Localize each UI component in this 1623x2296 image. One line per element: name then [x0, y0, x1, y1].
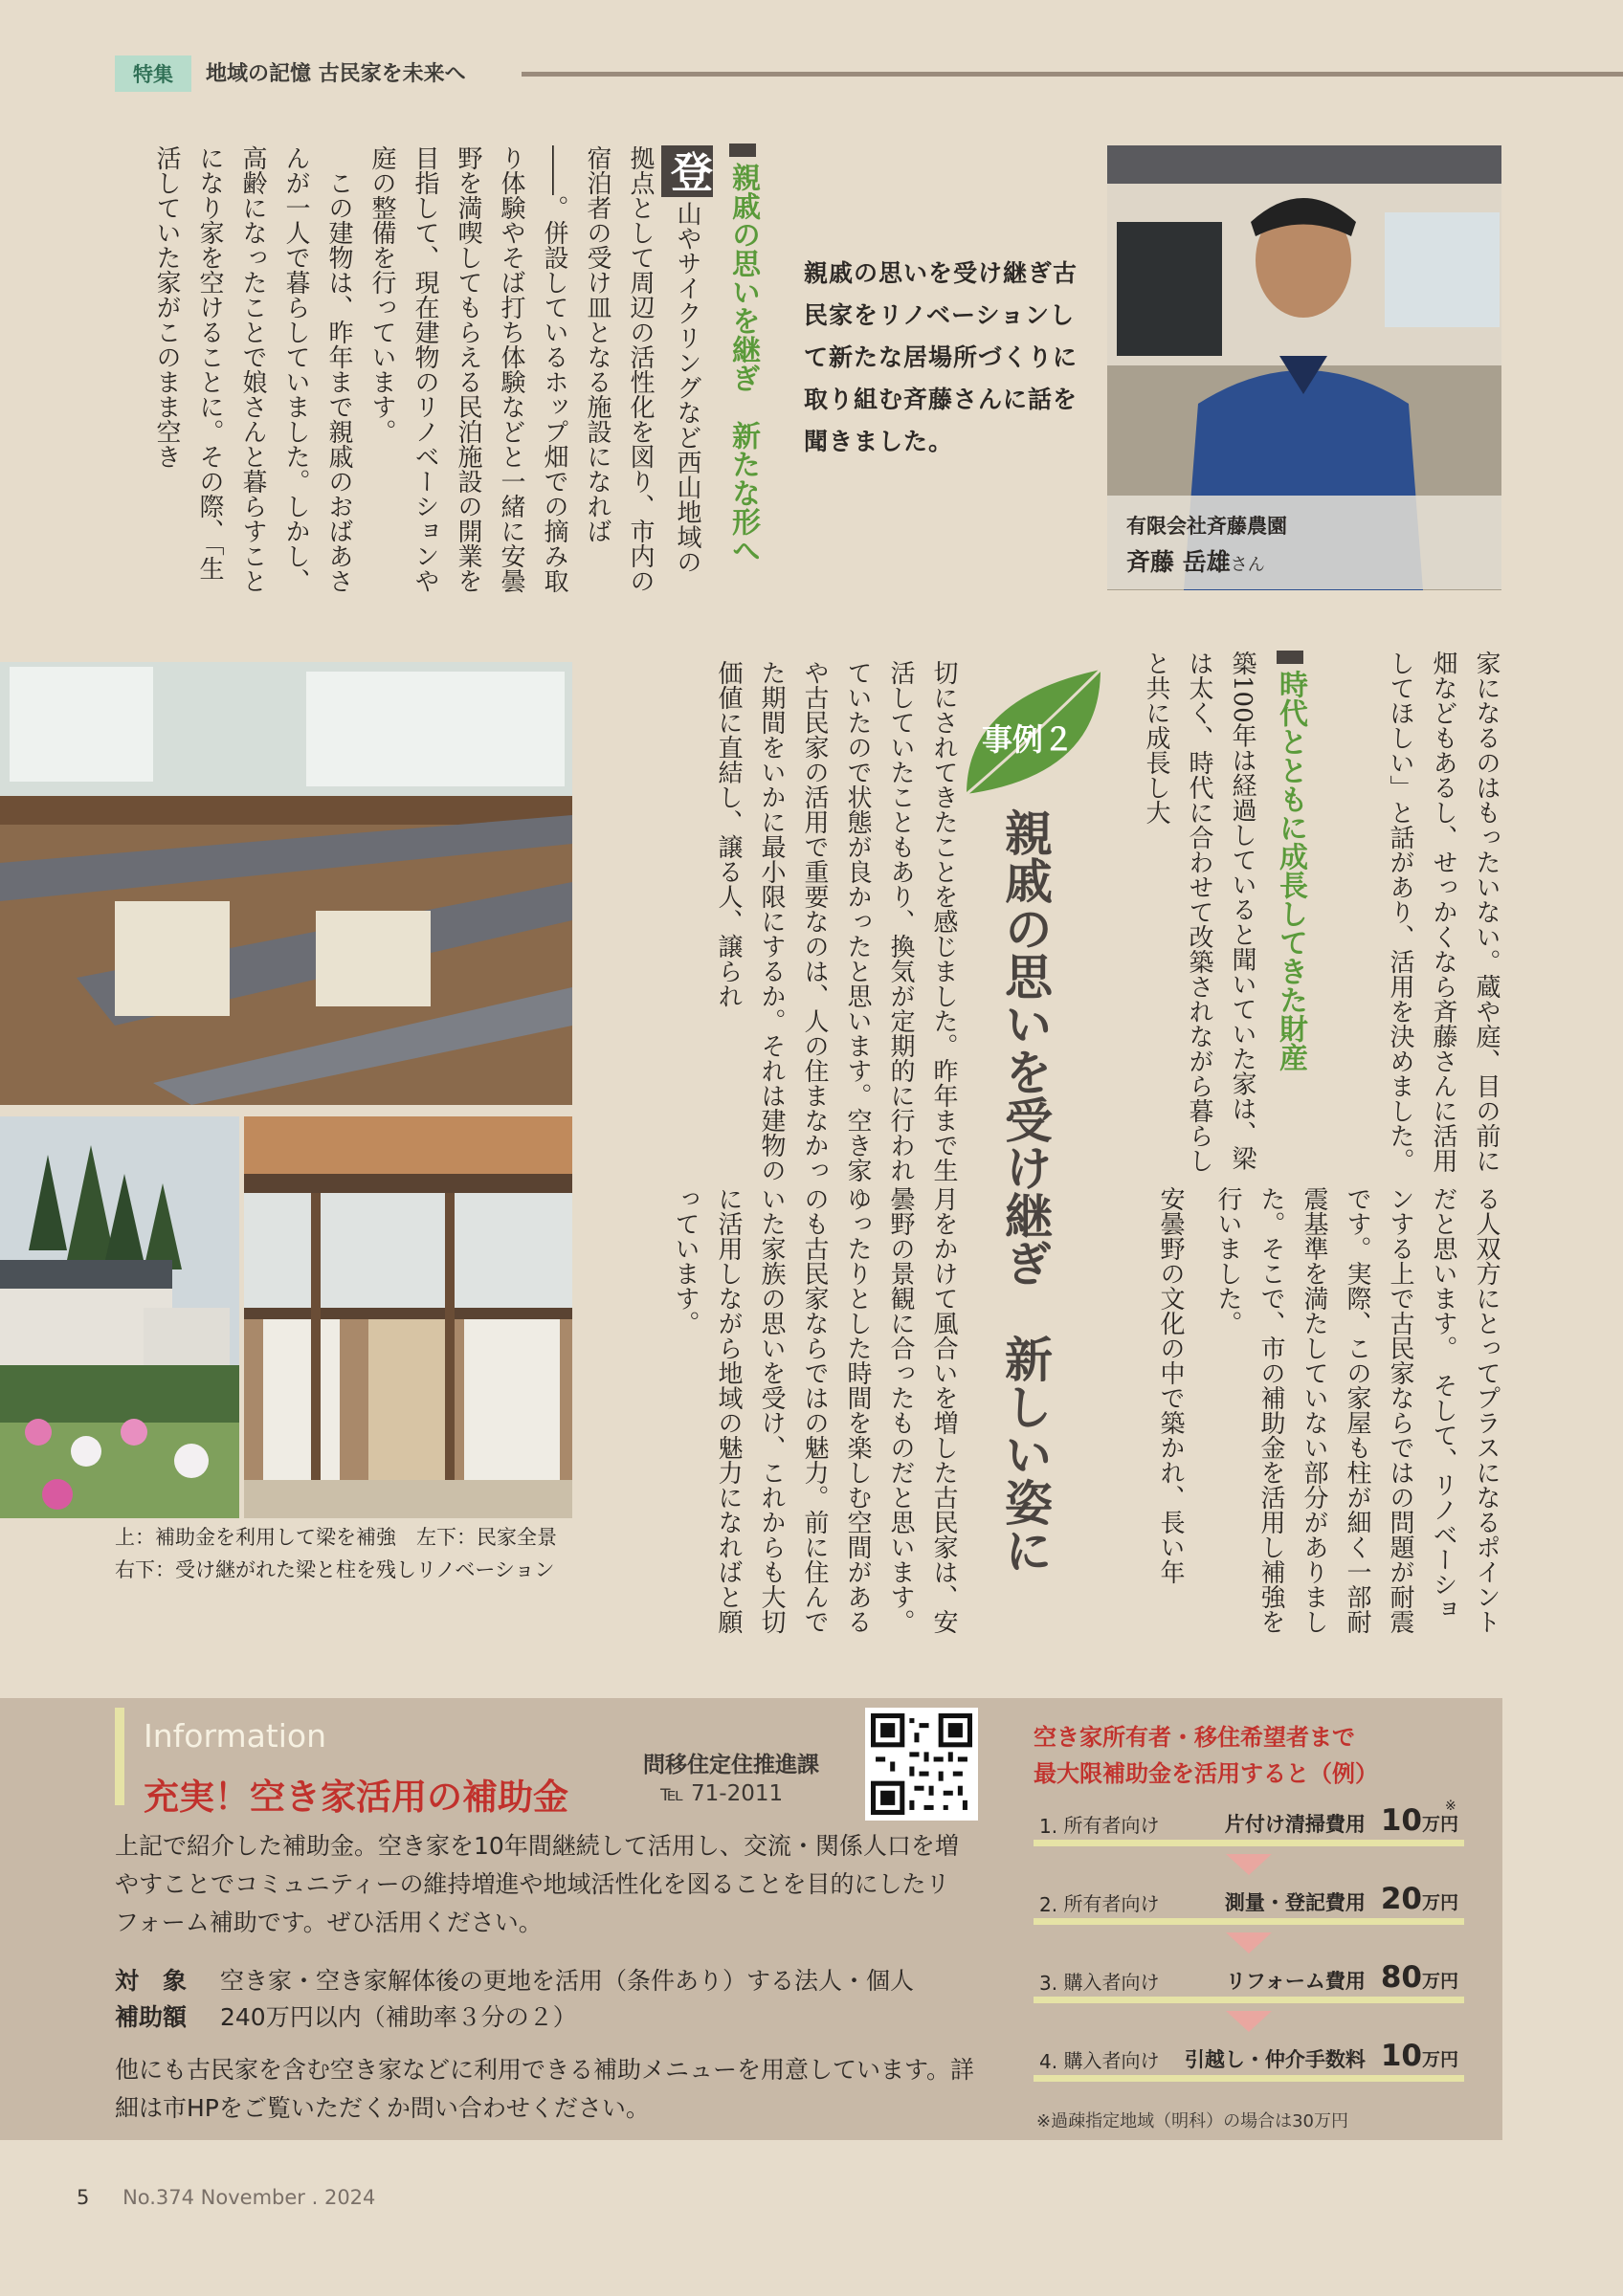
item-amount-value: 80: [1380, 1960, 1422, 1995]
item-amount: [1381, 1882, 1458, 1916]
item-num: 3.: [1039, 1972, 1058, 1995]
photo-caption: 上：補助金を利用して梁を補強 左下：民家全景 右下：受け継がれた梁と柱を残しリノベーション: [115, 1526, 577, 1581]
person-honorific: さん: [1230, 555, 1265, 575]
info-tel: ℡ 71-2011: [660, 1781, 784, 1806]
info-title: 充実！空き家活用の補助金: [144, 1777, 568, 1818]
header-rule: [522, 72, 1623, 77]
page-footer: [77, 2186, 375, 2209]
item-what: 引越し・仲介手数料: [1184, 2048, 1366, 2071]
list-item: [1034, 1961, 1464, 2003]
case-label: 事例２: [982, 721, 1075, 758]
section2-colB-top: 切にされてきたことを感じました。昨年まで生活していたこともあり、換気が定期的に行われていたので状態が良かったと思います。空き家や古民家の活用で重要なのは、人の住まなかった期間をいかに最小限にするか。それは建物の価値に直結し、譲る人、譲られ: [714, 660, 958, 1182]
item-num: 4.: [1039, 2050, 1058, 2073]
person-name: 斉藤 岳雄: [1126, 548, 1231, 576]
info-row-amount: [115, 1999, 914, 2036]
info-accent-bar: [115, 1708, 124, 1805]
item-amount-unit: 万円: [1421, 1892, 1458, 1913]
subsidy-footnote: ※過疎指定地域（明科）の場合は30万円: [1036, 2111, 1348, 2131]
target-value: 空き家・空き家解体後の更地を活用（条件あり）する法人・個人: [220, 1967, 915, 1995]
target-key: 対 象: [115, 1967, 188, 1995]
interior-photo: [244, 1116, 572, 1518]
person-caption: [1107, 496, 1501, 589]
list-item: [1034, 2040, 1464, 2082]
amount-value: 240万円以内（補助率３分の２）: [220, 2003, 577, 2031]
heading-mark: [729, 144, 756, 157]
info-description: 上記で紹介した補助金。空き家を10年間継続して活用し、交流・関係人口を増やすことでコミュニティーの維持増進や地域活性化を図ることを目的にしたリフォーム補助です。ぜひ活用ください。: [115, 1832, 959, 1936]
item-amount: [1381, 2039, 1458, 2073]
section1-heading: [723, 144, 763, 612]
item-amount: [1381, 1960, 1458, 1995]
info-row-target: [115, 1963, 914, 1999]
beam-photo: [0, 662, 572, 1105]
item-who: 購入者向け: [1063, 1971, 1160, 1994]
qr-code-icon[interactable]: [865, 1708, 978, 1821]
subsidy-heading: [1034, 1719, 1378, 1792]
section2-heading-text: 時代とともに成長してきた財産: [1274, 670, 1307, 1071]
item-num: 2.: [1039, 1893, 1058, 1916]
subsidy-list: [1034, 1804, 1464, 2082]
arrow-down-icon: [1226, 2011, 1272, 2032]
page-number: 5: [77, 2186, 90, 2209]
section2-colB-bottom: 月をかけて風合いを増した古民家は、安曇野の景観に合ったものだと思います。ゆったりとした時間を楽しむ空間があるのも古民家ならではの魅力。前に住んでいた家族の思いを受け、これからも大切に活用しながら地域の魅力になればと願っています。: [671, 1186, 958, 1634]
item-amount-unit: 万円: [1421, 2049, 1458, 2070]
subsidy-heading-line1: 空き家所有者・移住希望者まで: [1034, 1724, 1355, 1751]
case-title: 親戚の思いを受け継ぎ 新しい姿に: [997, 808, 1053, 1574]
item-amount-unit: 万円: [1421, 1814, 1458, 1835]
item-who: 所有者向け: [1063, 1814, 1160, 1837]
feature-tag: 特集: [115, 55, 191, 92]
item-amount-value: 20: [1380, 1882, 1422, 1916]
section2-colC-top: 家になるのはもったいない。蔵や庭、目の前に畑などもあるし、せっかくなら斉藤さんに活用してほしい」と話があり、活用を決めました。: [1386, 651, 1501, 1173]
issue-info: No.374 November . 2024: [122, 2186, 376, 2209]
item-who: 所有者向け: [1063, 1892, 1160, 1915]
header-title: 地域の記憶 古民家を未来へ: [206, 62, 466, 86]
section2-colC2-bottom: 安曇野の文化の中で築かれ、長い年: [1156, 1186, 1185, 1584]
item-who: 購入者向け: [1063, 2049, 1160, 2072]
dropcap: 登: [661, 145, 713, 197]
item-what: 片付け清掃費用: [1224, 1813, 1366, 1836]
intro-text: 親戚の思いを受け継ぎ古民家をリノベーションして新たな居場所づくりに取り組む斉藤さんに話を聞きました。: [804, 259, 1078, 455]
section1-text: [152, 145, 713, 595]
list-item: [1034, 1883, 1464, 1925]
item-num: 1.: [1039, 1815, 1058, 1838]
section2-colC2-top: る人双方にとってプラスになるポイントだと思います。 そして、リノベーションする上で古民家ならではの問題が耐震です。実際、この家屋も柱が細く一部耐震基準を満たしていない部分がありました。そこで、市の補助金を活用し補強を行いました。: [1213, 1186, 1501, 1634]
section1-para2: この建物は、昨年まで親戚のおばあさんが一人で暮らしていました。しかし、高齢になったことで娘さんと暮らすことになり家を空けることに。その際、「生活していた家がこのまま空き: [152, 145, 353, 593]
item-what: 測量・登記費用: [1224, 1891, 1366, 1914]
section2-heading: [1270, 651, 1310, 1110]
section2-colC-bottom: 築100年は経過していると聞いていた家は、梁は太く、時代に合わせて改築されながら暮らしと共に成長し大: [1142, 651, 1256, 1173]
item-amount-value: 10: [1380, 1803, 1422, 1838]
house-photo: [0, 1116, 239, 1518]
section1-para1: 山やサイクリングなど西山地域の拠点として周辺の活性化を図り、市内の宿泊者の受け皿となる施設になれば――。併設しているホップ畑での摘み取り体験やそば打ち体験などと一緒に安曇野を満喫してもらえる民泊施設の開業を目指して、現在建物のリノベーションや庭の整備を行っています。: [367, 145, 701, 593]
arrow-down-icon: [1226, 1854, 1272, 1875]
amount-key: 補助額: [115, 2003, 188, 2031]
footnote-mark: ※: [1445, 1799, 1456, 1814]
info-label: Information: [144, 1717, 327, 1755]
info-rows: [115, 1963, 914, 2036]
item-amount-unit: 万円: [1421, 1971, 1458, 1992]
section1-heading-text: 親戚の思いを継ぎ 新たな形へ: [726, 163, 760, 564]
item-amount: [1381, 1803, 1458, 1838]
item-what: リフォーム費用: [1225, 1970, 1366, 1993]
info-note: 他にも古民家を含む空き家などに利用できる補助メニューを用意しています。詳細は市HPをご覧いただくか問い合わせください。: [115, 2056, 975, 2122]
info-dept: 問移住定住推進課: [643, 1753, 819, 1777]
list-item: [1034, 1804, 1464, 1846]
person-name-line: [1126, 543, 1482, 578]
heading-mark-2: [1277, 651, 1303, 664]
item-amount-value: 10: [1380, 2039, 1422, 2073]
arrow-down-icon: [1226, 1932, 1272, 1954]
case-leaf-icon: [957, 660, 1110, 804]
person-company: 有限会社斉藤農園: [1126, 515, 1287, 538]
subsidy-heading-line2: 最大限補助金を活用すると（例）: [1034, 1760, 1378, 1787]
